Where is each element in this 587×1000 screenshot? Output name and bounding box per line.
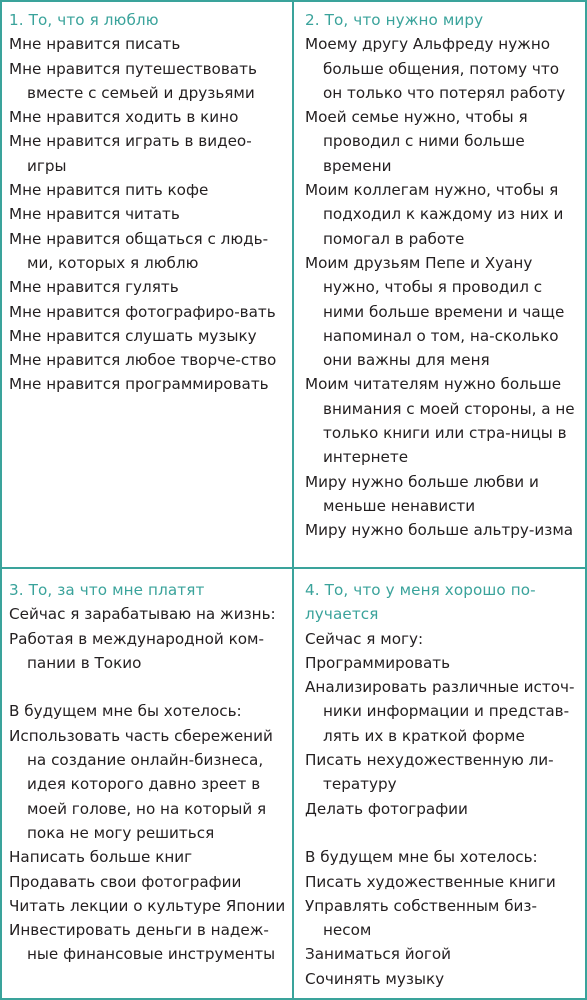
list-item: Мне нравится путешествовать вместе с семьей и друзьями: [9, 59, 257, 102]
list-item: Мне нравится пить кофе: [9, 181, 209, 200]
list-item: Управлять собственным биз-несом: [305, 896, 537, 940]
list-item: Моим друзьям Пепе и Хуану нужно, чтобы я проводил с ними больше времени и чаще напоминал о том, на-сколько они важны для меня: [305, 253, 565, 370]
list-item: Мне нравится любое творче-ство: [9, 351, 277, 370]
section-heading: В будущем мне бы хотелось:: [305, 848, 538, 867]
list-item: Заниматься йогой: [305, 945, 452, 964]
list-item: Мне нравится ходить в кино: [9, 108, 239, 127]
list-item: Моему другу Альфреду нужно больше общения, потому что он только что потерял работу: [305, 35, 566, 102]
list-item: Читать лекции о культуре Японии: [9, 896, 286, 915]
cell-what-im-good-at: [305, 578, 583, 991]
list-item: Программировать: [305, 653, 451, 672]
cell-what-world-needs: [305, 8, 583, 543]
list-item: Моим коллегам нужно, чтобы я подходил к каждому из них и помогал в работе: [305, 181, 564, 248]
list-item: Делать фотографии: [305, 799, 468, 818]
cell-title: 3. То, за что мне платят: [9, 581, 205, 599]
list-item: Мне нравится фотографиро-вать: [9, 302, 276, 321]
list-item: Мне нравится читать: [9, 205, 180, 224]
cell-title: 2. То, что нужно миру: [305, 11, 484, 29]
list-item: Писать художественные книги: [305, 872, 556, 891]
list-item: Мне нравится общаться с людь-ми, которых я люблю: [9, 229, 269, 272]
row-divider: [0, 567, 587, 569]
list-item: Работая в международной ком-пании в Токио: [9, 629, 264, 672]
list-item: Продавать свои фотографии: [9, 872, 242, 891]
list-item: Мне нравится писать: [9, 35, 181, 54]
list-item: Анализировать различные источ-ники информации и представ-лять их в краткой форме: [305, 678, 575, 745]
list-item: Мне нравится слушать музыку: [9, 326, 257, 345]
list-item: Использовать часть сбережений на создание онлайн-бизнеса, идея которого давно зреет в моей голове, но на который я пока не могу решиться: [9, 726, 273, 842]
list-item: Мне нравится гулять: [9, 278, 179, 297]
list-item: Инвестировать деньги в надеж-ные финансовые инструменты: [9, 921, 276, 964]
spacer: [305, 821, 583, 845]
list-item: Сочинять музыку: [305, 969, 445, 988]
list-item: Сейчас я зарабатываю на жизнь:: [9, 605, 276, 624]
column-divider: [292, 0, 294, 1000]
list-item: Сейчас я могу:: [305, 629, 424, 648]
list-item: Писать нехудожественную ли-тературу: [305, 751, 554, 794]
cell-title: 4. То, что у меня хорошо по-лучается: [305, 581, 536, 624]
cell-title: 1. То, что я люблю: [9, 11, 159, 29]
list-item: Написать больше книг: [9, 848, 193, 867]
list-item: Моей семье нужно, чтобы я проводил с ними больше времени: [305, 108, 528, 175]
list-item: Мне нравится играть в видео-игры: [9, 132, 252, 175]
section-heading: В будущем мне бы хотелось:: [9, 702, 242, 721]
list-item: Мне нравится программировать: [9, 375, 269, 394]
cell-what-pays: [9, 578, 289, 967]
spacer: [9, 675, 289, 699]
list-item: Миру нужно больше альтру-изма: [305, 521, 574, 540]
cell-what-i-love: [9, 8, 289, 397]
list-item: Моим читателям нужно больше внимания с моей стороны, а не только книги или стра-ницы в интернете: [305, 375, 575, 467]
list-item: Миру нужно больше любви и меньше ненависти: [305, 472, 539, 515]
